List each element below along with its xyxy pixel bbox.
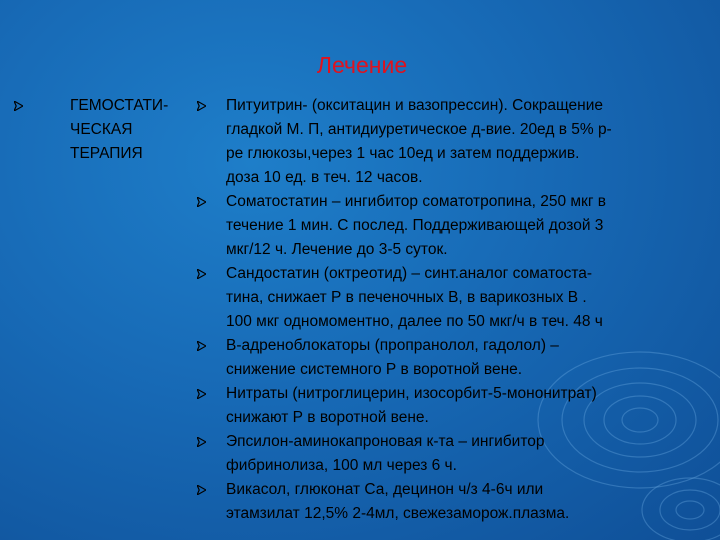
arrow-bullet-icon [197,94,206,111]
list-item-text: Викасол, глюконат Са, децинон ч/з 4-6ч или этамзилат 12,5% 2-4мл, свежезаморож.плазма. [226,481,570,522]
list-item-text: Питуитрин- (окситацин и вазопрессин). Сокращение гладкой М. П, антидиуретическое д-вие. 20ед в 5% р- ре глюкозы,через 1 час 10ед и затем поддержив. доза 10 ед. в теч. 12 часов. [226,97,612,186]
list-item [196,262,696,334]
arrow-bullet-icon [197,262,206,279]
list-item-text: В-адреноблокаторы (пропранолол, гадолол) – снижение системного Р в воротной вене. [226,337,559,378]
list-item-text: Соматостатин – ингибитор соматотропина, 250 мкг в течение 1 мин. С послед. Поддерживающей дозой 3 мкг/12 ч. Лечение до 3-5 суток. [226,193,607,258]
arrow-bullet-icon [197,430,206,447]
treatment-list [196,94,696,526]
slide-title: Лечение [316,52,408,78]
arrow-bullet-icon [197,478,206,495]
therapy-category-label: ГЕМОСТАТИ- ЧЕСКАЯ ТЕРАПИЯ [70,97,169,162]
list-item-text: Эпсилон-аминокапроновая к-та – ингибитор фибринолиза, 100 мл через 6 ч. [226,433,545,474]
list-item [196,334,696,382]
list-item [196,382,696,430]
list-item [196,478,696,526]
list-item [196,94,696,190]
list-item [196,190,696,262]
list-item-text: Сандостатин (октреотид) – синт.аналог соматоста- тина, снижает Р в печеночных В, в варикозных В . 100 мкг одномоментно, далее по 50 мкг/ч в теч. 48 ч [226,265,603,330]
arrow-bullet-icon [197,334,206,351]
list-item-text: Нитраты (нитроглицерин, изосорбит-5-мононитрат) снижают Р в воротной вене. [226,385,597,426]
arrow-bullet-icon [14,94,23,111]
arrow-bullet-icon [197,382,206,399]
list-item [196,430,696,478]
arrow-bullet-icon [197,190,206,207]
